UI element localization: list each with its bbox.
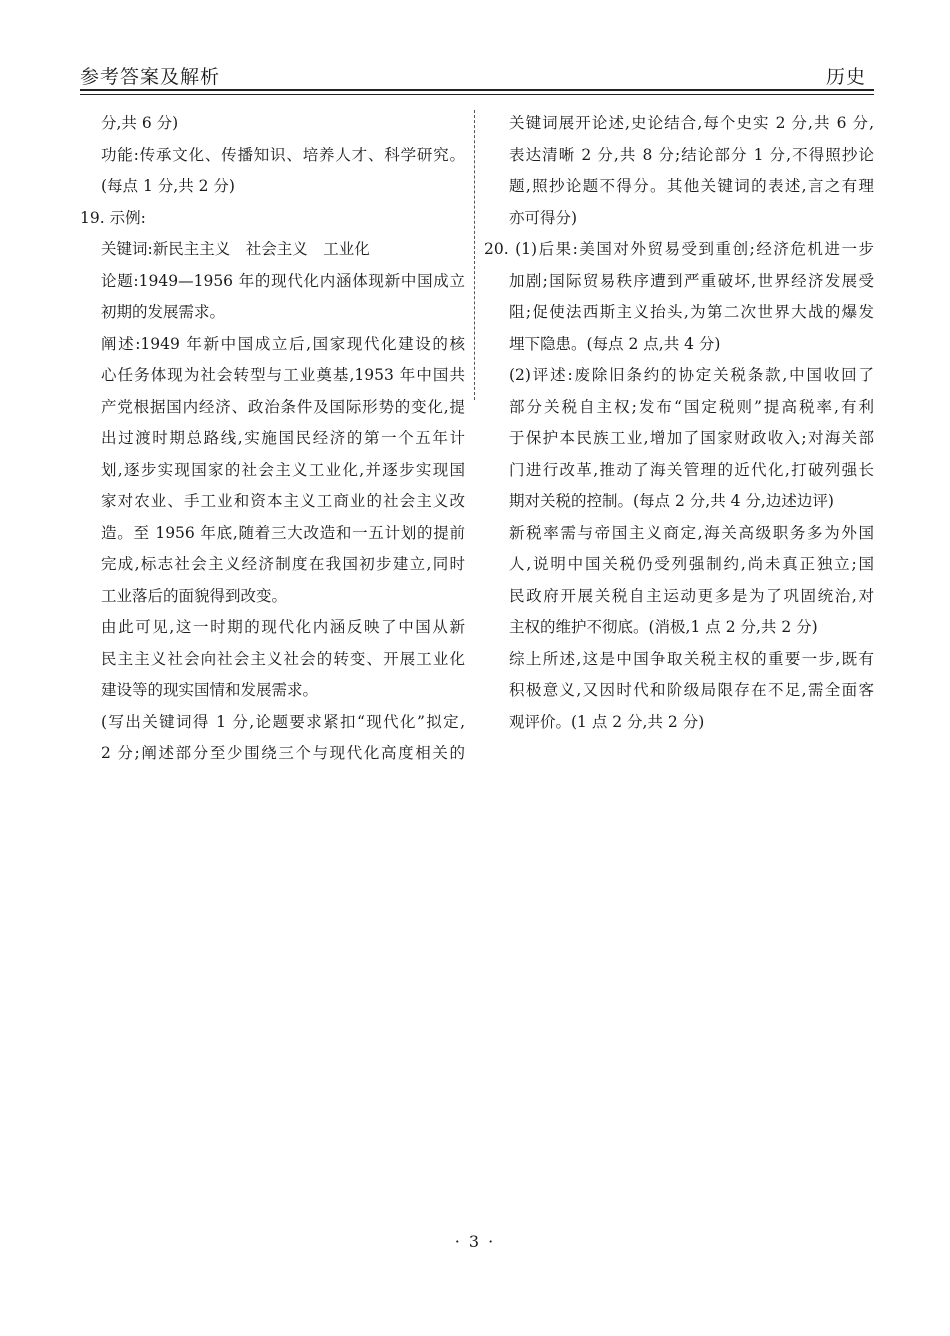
text-line: 综上所述,这是中国争取关税主权的重要一步,既有	[509, 649, 874, 668]
text-line: 题,照抄论题不得分。其他关键词的表述,言之有理	[509, 177, 874, 195]
header-title: 参考答案及解析	[80, 66, 221, 88]
header-rule-thin	[80, 94, 874, 95]
text-line: 功能:传承文化、传播知识、培养人才、科学研究。	[101, 145, 465, 164]
text-line: 关键词:新民主主义 社会主义 工业化	[101, 240, 370, 258]
text-line: 论题:1949—1956 年的现代化内涵体现新中国成立	[101, 271, 465, 290]
text-line: 主权的维护不彻底。(消极,1 点 2 分,共 2 分)	[509, 618, 818, 636]
text-line: 表达清晰 2 分,共 8 分;结论部分 1 分,不得照抄论	[509, 145, 874, 164]
page-number: · 3 ·	[454, 1232, 496, 1251]
text-line: 积极意义,又因时代和阶级局限存在不足,需全面客	[509, 681, 874, 699]
text-line: 完成,标志社会主义经济制度在我国初步建立,同时	[101, 555, 465, 573]
text-line: 民政府开展关税自主运动更多是为了巩固统治,对	[509, 586, 874, 605]
text-line: 2 分;阐述部分至少围绕三个与现代化高度相关的	[101, 744, 465, 762]
text-line: 20. (1)后果:美国对外贸易受到重创;经济危机进一步	[484, 240, 874, 258]
text-line: (写出关键词得 1 分,论题要求紧扣“现代化”拟定,	[101, 712, 465, 731]
text-line: 亦可得分)	[509, 208, 578, 227]
text-line: 工业落后的面貌得到改变。	[101, 586, 288, 605]
text-line: 产党根据国内经济、政治条件及国际形势的变化,提	[101, 397, 465, 416]
text-line: 期对关税的控制。(每点 2 分,共 4 分,边述边评)	[509, 492, 834, 510]
text-line: 分,共 6 分)	[101, 114, 179, 132]
text-line: 建设等的现实国情和发展需求。	[101, 681, 319, 699]
text-line: (每点 1 分,共 2 分)	[101, 177, 235, 195]
text-line: 阻;促使法西斯主义抬头,为第二次世界大战的爆发	[509, 303, 874, 321]
left-column	[80, 108, 465, 770]
text-line: 造。至 1956 年底,随着三大改造和一五计划的提前	[101, 523, 465, 542]
column-divider	[474, 110, 475, 400]
header-rule-thick	[80, 89, 874, 91]
text-line: 门进行改革,推动了海关管理的近代化,打破列强长	[509, 460, 874, 479]
text-line: 心任务体现为社会转型与工业奠基,1953 年中国共	[101, 366, 465, 384]
text-line: 人,说明中国关税仍受列强制约,尚未真正独立;国	[509, 555, 874, 573]
text-line: 家对农业、手工业和资本主义工商业的社会主义改	[101, 492, 465, 510]
text-line: 新税率需与帝国主义商定,海关高级职务多为外国	[509, 523, 874, 542]
text-line: 初期的发展需求。	[101, 303, 226, 321]
text-line: 加剧;国际贸易秩序遭到严重破坏,世界经济发展受	[509, 271, 874, 290]
text-line: 阐述:1949 年新中国成立后,国家现代化建设的核	[101, 334, 465, 353]
text-line: 部分关税自主权;发布“国定税则”提高税率,有利	[509, 397, 874, 416]
right-column	[484, 108, 874, 738]
text-line: (2)评述:废除旧条约的协定关税条款,中国收回了	[509, 366, 874, 384]
header-subject: 历史	[826, 66, 867, 88]
text-line: 于保护本民族工业,增加了国家财政收入;对海关部	[509, 429, 874, 447]
text-line: 由此可见,这一时期的现代化内涵反映了中国从新	[101, 618, 465, 636]
text-line: 划,逐步实现国家的社会主义工业化,并逐步实现国	[101, 460, 465, 479]
text-line: 民主主义社会向社会主义社会的转变、开展工业化	[101, 649, 465, 668]
text-line: 埋下隐患。(每点 2 点,共 4 分)	[509, 334, 721, 353]
text-line: 关键词展开论述,史论结合,每个史实 2 分,共 6 分,	[509, 114, 874, 132]
text-line: 19. 示例:	[80, 208, 146, 227]
text-line: 观评价。(1 点 2 分,共 2 分)	[509, 712, 705, 731]
text-line: 出过渡时期总路线,实施国民经济的第一个五年计	[101, 429, 465, 447]
